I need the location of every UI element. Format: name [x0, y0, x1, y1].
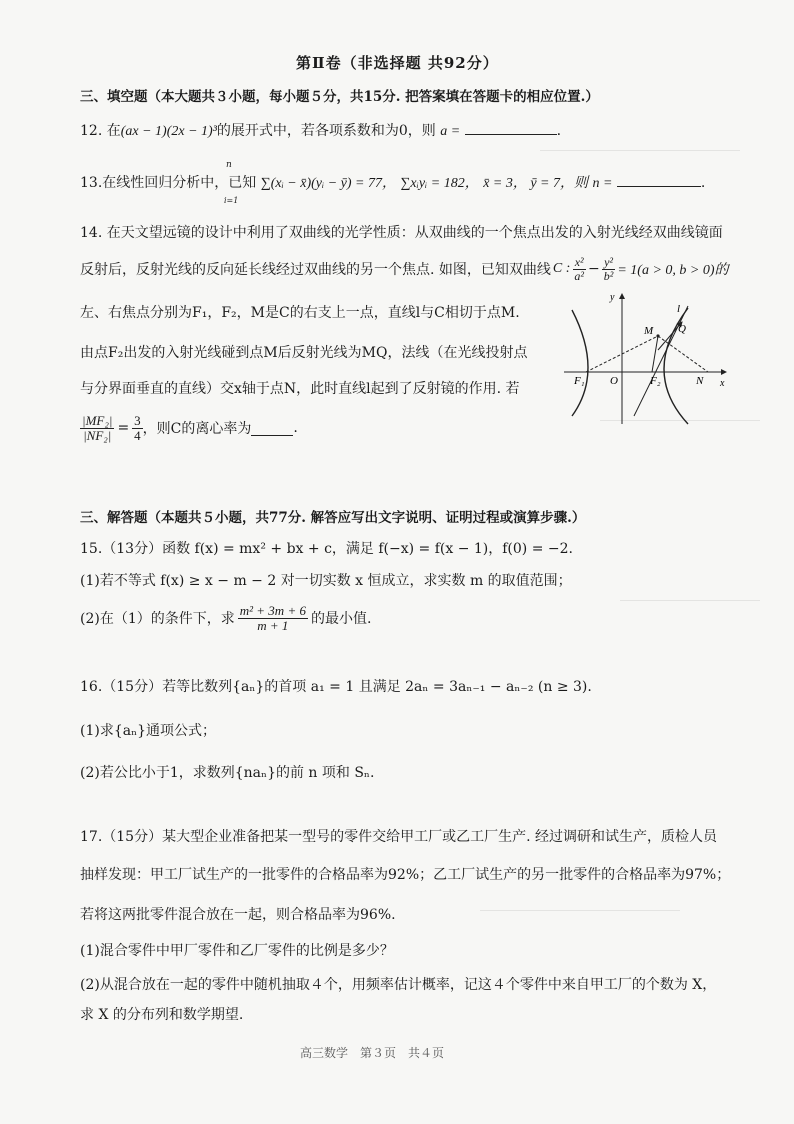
- label-y: y: [610, 292, 615, 303]
- q14-line-3: 左、右焦点分别为F₁，F₂，M是C的右支上一点，直线l与C相切于点M.: [80, 305, 520, 321]
- q14-frac-y: [602, 256, 616, 282]
- label-n: N: [696, 375, 704, 387]
- q13-variable: n =: [592, 176, 613, 191]
- q17-line-1: 17.（15分）某大型企业准备把某一型号的零件交给甲工厂或乙工厂生产. 经过调研和试生产，质检人员: [80, 829, 717, 845]
- solve-section-heading: 三、解答题（本题共５小题，共77分. 解答应写出文字说明、证明过程或演算步骤.）: [80, 510, 586, 526]
- label-l: l: [677, 303, 681, 315]
- page-title: 第Ⅱ卷（非选择题 共92分）: [296, 54, 499, 72]
- q13-end: .: [700, 175, 706, 191]
- q12-variable: a =: [440, 124, 461, 139]
- q14-ratio-equals: =: [117, 420, 130, 437]
- q12-number: 12.: [80, 123, 103, 139]
- q14-frac-y-den: b²: [603, 268, 614, 283]
- q12-expression: (ax − 1)(2x − 1)³: [120, 124, 217, 139]
- q14-ratio-value-den: 4: [134, 427, 141, 443]
- label-x: x: [720, 378, 725, 389]
- q15-line-1: 15.（13分）函数 f(x) = mx² + bx + c，满足 f(−x) = f(x − 1)，f(0) = −2.: [80, 541, 573, 557]
- incident-ray: [652, 336, 658, 372]
- q14-ratio: [80, 414, 114, 442]
- q15-fraction-num: m² + 3m + 6: [239, 603, 306, 618]
- q13-number: 13.: [80, 175, 103, 191]
- q17-part-1: (1)混合零件中甲厂零件和乙厂零件的比例是多少？: [80, 943, 394, 959]
- q13-answer-blank[interactable]: [617, 172, 701, 187]
- q16-line-1: 16.（15分）若等比数列{aₙ}的首项 a₁ = 1 且满足 2aₙ = 3aₙ₋₁ − aₙ₋₂ (n ≥ 3).: [80, 679, 592, 695]
- q14-line-1: [80, 222, 723, 242]
- q14-frac-y-num: y²: [604, 255, 614, 269]
- label-q: Q: [678, 323, 686, 335]
- q13-means: x̄ = 3， ȳ = 7，则: [483, 176, 589, 191]
- q14-line-4: 由点F₂出发的入射光线碰到点M后反射光线为MQ，法线（在光线投射点: [80, 345, 528, 361]
- q17-line-3: 若将这两批零件混合放在一起，则合格品率为96%.: [80, 907, 396, 923]
- q15-fraction: [238, 604, 308, 632]
- q12-end: .: [556, 123, 562, 139]
- q14-condition: = 1(a > 0, b > 0)的: [617, 263, 729, 279]
- q14-line-5: 与分界面垂直的直线）交x轴于点N，此时直线l起到了反射镜的作用. 若: [80, 381, 520, 397]
- q13-sum-upper-index: n: [226, 160, 232, 170]
- question-12: [80, 120, 561, 140]
- q14-ratio-value: [132, 414, 143, 442]
- q17-line-2: 抽样发现：甲工厂试生产的一批零件的合格品率为92%；乙工厂试生产的另一批零件的合格品率为97%；: [80, 867, 731, 883]
- q14-line-2-text: 反射后，反射光线的反向延长线经过双曲线的另一个焦点. 如图，已知双曲线: [80, 262, 551, 279]
- q14-frac-x-num: x²: [574, 255, 584, 269]
- q14-ratio-den: |NF₂|: [83, 427, 112, 443]
- question-13: [80, 172, 705, 192]
- fill-section-heading: 三、填空题（本大题共３小题，每小题５分，共15分. 把答案填在答题卡的相应位置.）: [80, 89, 599, 105]
- q14-frac-x-den: a²: [574, 268, 585, 283]
- point-m-dot: [656, 334, 659, 337]
- label-f2: F₂: [650, 375, 661, 387]
- hyperbola-left-branch: [572, 310, 588, 416]
- label-o: O: [610, 375, 618, 387]
- q13-sum-2: ∑xᵢyᵢ = 182，: [400, 176, 479, 191]
- q14-ratio-num: |MF₂|: [82, 413, 113, 428]
- q14-line-1-text: 在天文望远镜的设计中利用了双曲线的光学性质：从双曲线的一个焦点出发的入射光线经双曲线镜面: [106, 225, 723, 241]
- q14-line-6: [80, 414, 298, 442]
- q16-part-1: (1)求{aₙ}通项公式；: [80, 723, 217, 739]
- q14-end: .: [293, 420, 298, 437]
- label-m: M: [644, 325, 654, 337]
- q15-part-1: (1)若不等式 f(x) ≥ x − m − 2 对一切实数 x 恒成立，求实数 m 的取值范围；: [80, 573, 572, 589]
- q14-curve-name: C :: [552, 261, 571, 277]
- q14-number: 14.: [80, 225, 103, 241]
- q14-line-6-text: ，则C的离心率为: [142, 421, 252, 438]
- q13-sum-1: ∑(xᵢ − x̄)(yᵢ − ȳ) = 77，: [260, 176, 396, 191]
- q13-text-a: 在线性回归分析中，已知: [102, 175, 257, 191]
- hyperbola-figure: [560, 290, 732, 428]
- q14-frac-x: [572, 256, 586, 282]
- q15-fraction-den: m + 1: [257, 617, 289, 633]
- q14-ratio-value-num: 3: [134, 413, 141, 428]
- q14-line-2: 反射后，反射光线的反向延长线经过双曲线的另一个焦点. 如图，已知双曲线 C : $\frac{\text{x²}}{\text{a²}}$ − $\frac{\text{y²}}{\text{b²}}$ = 1(a > 0, b > 0)的: [80, 255, 729, 283]
- q12-text-a: 在: [106, 123, 121, 139]
- q15-part-2-end: 的最小值.: [310, 611, 372, 628]
- q16-part-2: (2)若公比小于1，求数列{naₙ}的前 n 项和 Sₙ.: [80, 765, 375, 781]
- q13-sum-lower-index: i=1: [224, 196, 239, 205]
- q17-part-2-cont: 求 X 的分布列和数学期望.: [80, 1007, 244, 1023]
- q15-part-2-text: (2)在（1）的条件下，求: [80, 611, 235, 628]
- q12-answer-blank[interactable]: [465, 120, 557, 135]
- label-f1: F₁: [574, 375, 585, 387]
- q14-answer-blank[interactable]: [251, 421, 293, 436]
- page-footer: 高三数学 第３页 共４页: [300, 1046, 445, 1060]
- q17-part-2: (2)从混合放在一起的零件中随机抽取４个，用频率估计概率，记这４个零件中来自甲工厂的个数为 X，: [80, 977, 717, 993]
- q12-text-b: 的展开式中，若各项系数和为0，则: [216, 123, 436, 139]
- q15-part-2: [80, 604, 371, 632]
